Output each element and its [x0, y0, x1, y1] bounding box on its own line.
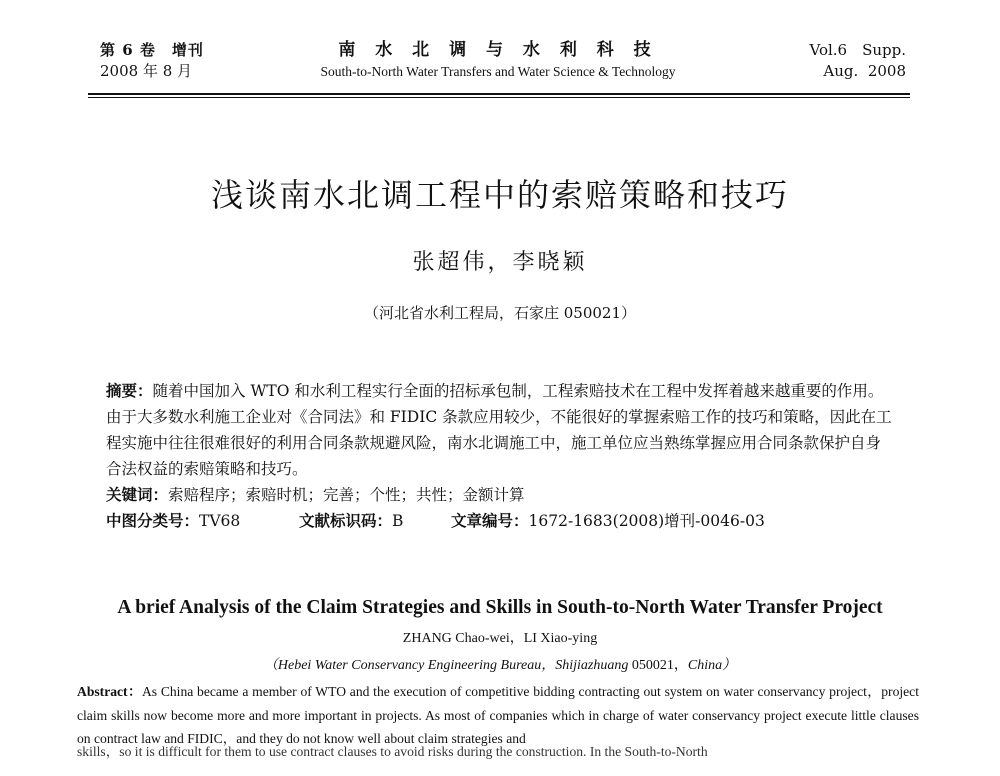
- abstract-cn-label: 摘要：: [106, 381, 153, 400]
- clc-value: TV68: [199, 512, 241, 530]
- abstract-en-text: As China became a member of WTO and the execution of competitive bidding contracting out system on water conservancy project，project claim skills now become more and more important in projects. As most of companies which in charge of water conservancy project execute little clauses on contract law and FIDIC，and they do not know well about claim strategies and: [77, 684, 919, 746]
- header-left: [100, 40, 204, 82]
- classification-row: [106, 508, 896, 534]
- header-right: [809, 40, 906, 82]
- doc-code-value: B: [392, 512, 404, 530]
- abstract-cn: [106, 378, 896, 482]
- affiliation-en-name: （Hebei Water Conservancy Engineering Bureau，Shijiazhuang: [263, 658, 629, 673]
- journal-title-en: South-to-North Water Transfers and Water Science & Technology: [320, 64, 676, 79]
- article-no-value: 1672-1683(2008)增刊-0046-03: [528, 512, 765, 530]
- clc-label: 中图分类号：: [106, 511, 200, 530]
- clc-segment: [106, 508, 299, 534]
- header-rule-thin: [88, 97, 910, 98]
- abstract-cn-text: 随着中国加入 WTO 和水利工程实行全面的招标承包制，工程索赔技术在工程中发挥着越来越重要的作用。由于大多数水利施工企业对《合同法》和 FIDIC 条款应用较少，不能很好的掌握索赔工作的技巧和策略，因此在工程实施中往往很难很好的利用合同条款规避风险，南水北调施工中，施工单位应当熟练掌握应用合同条款保护自身合法权益的索赔策略和技巧。: [106, 382, 892, 478]
- abstract-cn-block: [106, 378, 896, 534]
- article-title-cn: 浅谈南水北调工程中的索赔策略和技巧: [210, 176, 789, 214]
- keywords-cn-label: 关键词：: [106, 485, 169, 504]
- date-en: Aug. 2008: [823, 62, 906, 80]
- article-title-en: A brief Analysis of the Claim Strategies and Skills in South-to-North Water Transfer Project: [117, 597, 883, 618]
- header-center: [278, 40, 718, 82]
- article-no-label: 文章编号：: [451, 511, 529, 530]
- abstract-en: [77, 680, 919, 751]
- article-no-segment: [451, 508, 765, 534]
- affiliation-en: [0, 654, 1000, 674]
- affiliation-cn: （河北省水利工程局，石家庄 050021）: [363, 304, 637, 322]
- keywords-cn: [106, 482, 896, 508]
- volume-cn: 第 6 卷 增刊: [100, 41, 204, 59]
- doc-code-segment: [299, 508, 451, 534]
- abstract-en-label: Abstract：: [77, 684, 142, 699]
- abstract-en-cutoff-line: [77, 744, 919, 760]
- date-cn: 2008 年 8 月: [100, 62, 193, 80]
- affiliation-en-code: 050021，: [628, 658, 688, 673]
- abstract-en-cutoff-text: skills，so it is difficult for them to use contract clauses to avoid risks during the construction. In the South-to-North: [77, 744, 708, 759]
- authors-en: ZHANG Chao-wei，LI Xiao-ying: [402, 631, 598, 646]
- affiliation-en-country: China）: [687, 658, 737, 673]
- header-rule-thick: [88, 93, 910, 95]
- running-header: [88, 40, 910, 96]
- keywords-cn-text: 索赔程序；索赔时机；完善；个性；共性；金额计算: [168, 486, 525, 504]
- journal-title-cn: 南 水 北 调 与 水 利 科 技: [338, 40, 658, 60]
- volume-en: Vol.6 Supp.: [809, 41, 906, 59]
- doc-code-label: 文献标识码：: [299, 511, 393, 530]
- authors-cn: 张超伟，李晓颖: [412, 250, 588, 275]
